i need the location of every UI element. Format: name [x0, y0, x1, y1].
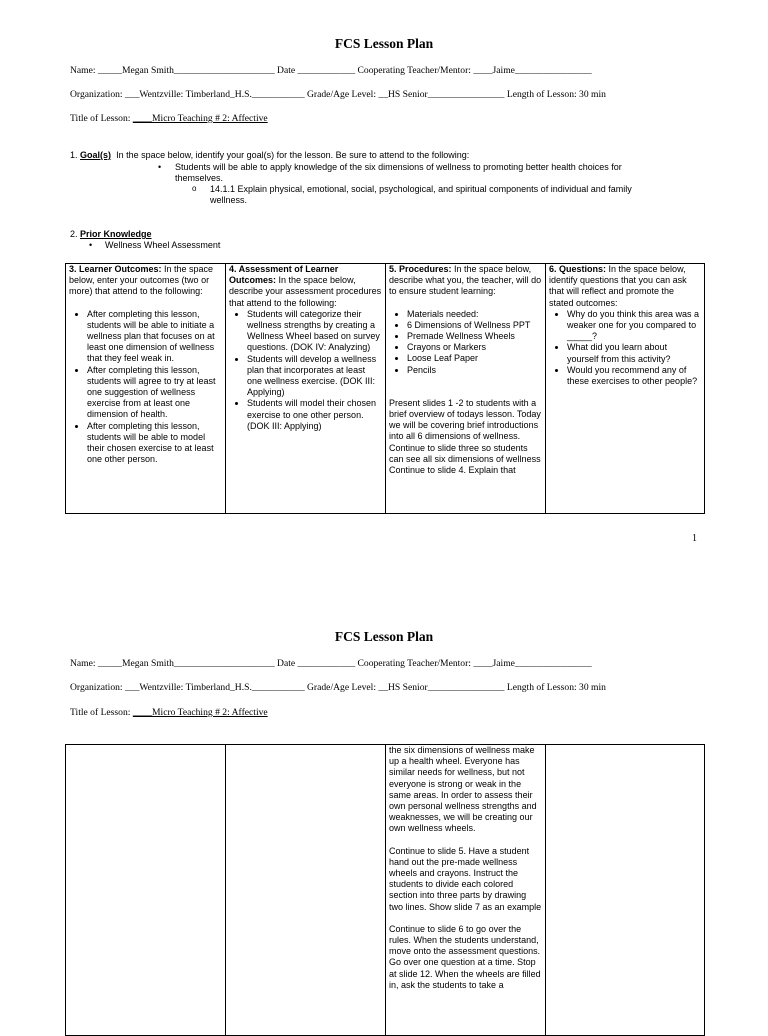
learner-outcomes-intro: In the space below, enter your outcomes (two or more) that attend to the following:: [69, 264, 214, 297]
questions-intro: In the space below, identify questions that you can ask that will reflect and promote the stated outcomes:: [549, 264, 687, 308]
procedures-paragraph: Continue to slide 6 to go over the rules. When the students understand, move onto the assessment questions. Go over one question at a time. Stop at slide 12. When the wheels are filled in, ask the students to take a: [389, 923, 541, 990]
assessment-list: [229, 309, 382, 432]
questions-heading: 6. Questions:: [549, 264, 607, 274]
procedures-cell: [386, 745, 546, 1036]
list-item: • Crayons or Markers: [407, 342, 542, 353]
procedures-text: Present slides 1 -2 to students with a brief overview of todays lesson. Today we will be covering brief introductions into all 6 dimensions of wellness. Continue to slide three so students can see all six dimensions of wellness Continue to slide 4. Explain that: [389, 397, 541, 476]
prior-number: 2.: [70, 229, 78, 239]
list-item: • Pencils: [407, 365, 542, 376]
prior-heading-row: [70, 229, 152, 239]
learner-outcomes-cell: [66, 264, 226, 514]
goal-sub-bullet-text: 14.1.1 Explain physical, emotional, social, psychological, and spiritual components of individual and family: [210, 184, 632, 194]
goal-bullet-text: Students will be able to apply knowledge of the six dimensions of wellness to promoting better health choices for: [175, 162, 622, 172]
lesson-title-line: [70, 707, 268, 718]
prior-heading: Prior Knowledge: [80, 229, 152, 239]
goal-sub-bullet-text-cont: wellness.: [210, 195, 248, 205]
prior-bullet-text: Wellness Wheel Assessment: [105, 240, 221, 250]
learner-outcomes-cell: [66, 745, 226, 1036]
procedures-cell: [386, 264, 546, 514]
procedures-paragraph: Continue to slide 5. Have a student hand out the pre-made wellness wheels and crayons. Instruct the students to divide each colored section into three parts by drawing two lines. Show slide 7 as an example: [389, 845, 542, 912]
list-item: • After completing this lesson, students will be able to initiate a wellness plan that focuses on at least one dimension of wellness that they feel weak in.: [87, 309, 222, 365]
goal-heading-row: [70, 150, 469, 160]
goal-number: 1.: [70, 150, 78, 160]
learner-outcomes-list: [69, 309, 222, 466]
materials-list: [389, 309, 542, 376]
page-title: FCS Lesson Plan: [334, 36, 434, 51]
list-item: • Materials needed:: [407, 309, 542, 320]
lesson-title-value: ____Micro Teaching # 2: Affective: [132, 707, 268, 718]
list-item: • Why do you think this area was a weaker one for you compared to _____?: [567, 309, 701, 343]
questions-list: [549, 309, 701, 387]
learner-outcomes-heading: 3. Learner Outcomes:: [69, 264, 162, 274]
goal-intro: In the space below, identify your goal(s) for the lesson. Be sure to attend to the following:: [116, 150, 470, 160]
goal-heading: Goal(s): [80, 150, 112, 160]
lesson-title-label: Title of Lesson:: [70, 707, 133, 718]
lesson-title-value: ____Micro Teaching # 2: Affective: [132, 113, 268, 124]
assessment-cell: [226, 745, 386, 1036]
lesson-title-label: Title of Lesson:: [70, 113, 133, 124]
assessment-heading: 4. Assessment of Learner Outcomes:: [229, 264, 339, 286]
list-item: • Students will model their chosen exercise to one other person. (DOK III: Applying): [247, 398, 382, 432]
goal-bullet-dot: •: [158, 162, 162, 172]
procedures-heading: 5. Procedures:: [389, 264, 452, 274]
questions-cell: [546, 745, 705, 1036]
list-item: • 6 Dimensions of Wellness PPT: [407, 320, 542, 331]
organization-line: Organization: ___Wentzville: Timberland_H.S.___________ Grade/Age Level: __HS Senior________________ Length of Lesson: 30 min: [70, 682, 606, 693]
name-line: Name: _____Megan Smith_____________________ Date ____________ Cooperating Teacher/Mentor: ____Jaime________________: [70, 658, 592, 669]
procedures-paragraph: the six dimensions of wellness make up a health wheel. Everyone has similar needs for wellness, but not everyone is strong or weak in the same areas. In order to assess their own personal wellness strengths and weaknesses, we will be creating our own wellness wheels.: [389, 745, 537, 834]
list-item: • Would you recommend any of these exercises to other people?: [567, 365, 701, 387]
name-line: Name: _____Megan Smith_____________________ Date ____________ Cooperating Teacher/Mentor: ____Jaime________________: [70, 65, 592, 76]
goal-bullet-text-cont: themselves.: [175, 173, 224, 183]
list-item: • Premade Wellness Wheels: [407, 331, 542, 342]
questions-cell: [546, 264, 705, 514]
list-item: • Students will develop a wellness plan that incorporates at least one wellness exercise. (DOK III: Applying): [247, 354, 382, 399]
organization-line: Organization: ___Wentzville: Timberland_H.S.___________ Grade/Age Level: __HS Senior________________ Length of Lesson: 30 min: [70, 89, 606, 100]
list-item: • Loose Leaf Paper: [407, 353, 542, 364]
list-item: • After completing this lesson, students will be able to model their chosen exercise to at least one other person.: [87, 421, 222, 466]
list-item: • Students will categorize their wellness strengths by creating a Wellness Wheel based on survey questions. (DOK IV: Analyzing): [247, 309, 382, 354]
lesson-plan-table: [65, 263, 705, 514]
list-item: • After completing this lesson, students will agree to try at least one suggestion of wellness exercise from at least one dimension of health.: [87, 365, 222, 421]
assessment-cell: [226, 264, 386, 514]
lesson-plan-table-continued: [65, 744, 705, 1036]
prior-bullet-dot: •: [89, 240, 93, 250]
list-item: • What did you learn about yourself from this activity?: [567, 342, 701, 364]
lesson-title-line: [70, 113, 268, 124]
assessment-intro: In the space below, describe your assessment procedures that attend to the following:: [229, 275, 382, 308]
page-title: FCS Lesson Plan: [334, 629, 434, 644]
procedures-intro: In the space below, describe what you, the teacher, will do to ensure student learning:: [389, 264, 542, 297]
page-number: 1: [692, 533, 697, 544]
goal-sub-bullet-circle: o: [192, 184, 197, 193]
